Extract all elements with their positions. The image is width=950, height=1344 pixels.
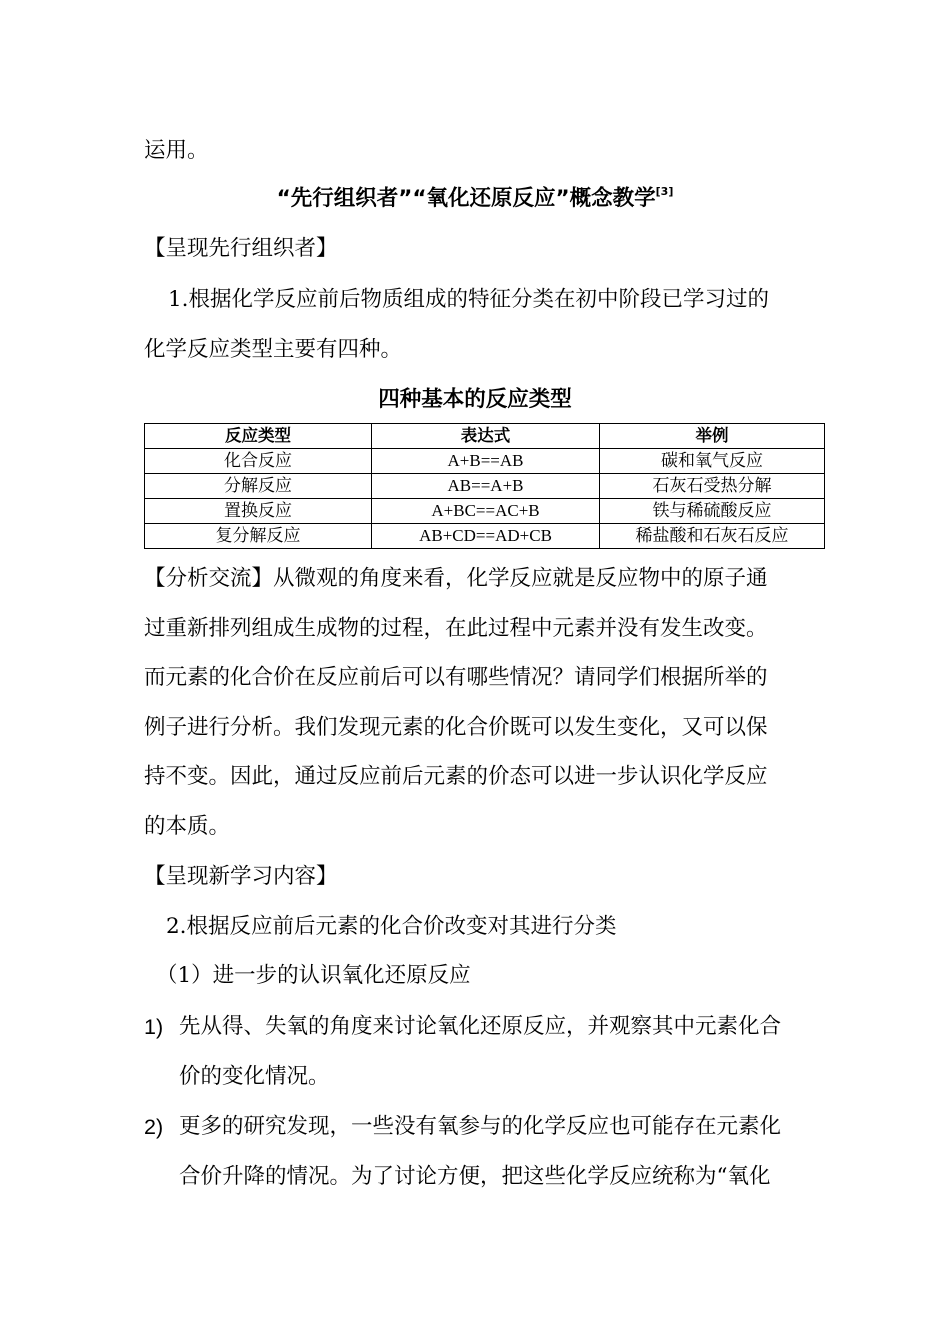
section-heading: “先行组织者”“氧化还原反应”概念教学[3]	[276, 185, 674, 211]
body-text-line: 的本质。	[144, 814, 231, 839]
list-marker: 1)	[144, 1015, 164, 1039]
body-text-line: 运用。	[144, 138, 209, 163]
table-cell: AB+CD==AD+CB	[372, 524, 600, 549]
table-cell: 置换反应	[145, 499, 372, 524]
body-text-line: （1）进一步的认识氧化还原反应	[156, 963, 471, 988]
list-marker: 2)	[144, 1115, 164, 1139]
body-text-line: 例子进行分析。我们发现元素的化合价既可以发生变化，又可以保	[144, 715, 768, 740]
table-header-cell: 反应类型	[145, 424, 372, 449]
body-text-line: 2.根据反应前后元素的化合价改变对其进行分类	[166, 914, 617, 939]
table-cell: AB==A+B	[372, 474, 600, 499]
body-text-line: 1.根据化学反应前后物质组成的特征分类在初中阶段已学习过的	[168, 287, 770, 312]
table-header-cell: 表达式	[372, 424, 600, 449]
table-cell: 化合反应	[145, 449, 372, 474]
body-text-line: 【分析交流】从微观的角度来看，化学反应就是反应物中的原子通	[144, 566, 768, 591]
body-text-line: 化学反应类型主要有四种。	[144, 337, 403, 362]
reaction-types-table	[144, 423, 825, 549]
table-cell: 石灰石受热分解	[600, 474, 825, 499]
list-item-text: 更多的研究发现，一些没有氧参与的化学反应也可能存在元素化	[179, 1114, 782, 1139]
table-cell: 分解反应	[145, 474, 372, 499]
body-text-line: 持不变。因此，通过反应前后元素的价态可以进一步认识化学反应	[144, 764, 768, 789]
table-cell: 复分解反应	[145, 524, 372, 549]
table-cell: 碳和氧气反应	[600, 449, 825, 474]
table-row	[145, 449, 825, 474]
body-text-line: 而元素的化合价在反应前后可以有哪些情况？请同学们根据所举的	[144, 665, 768, 690]
table-row	[145, 474, 825, 499]
table-header-cell: 举例	[600, 424, 825, 449]
body-text-line: 【呈现先行组织者】	[144, 236, 338, 261]
table-header-row	[145, 424, 825, 449]
table-caption: 四种基本的反应类型	[378, 387, 572, 412]
table-cell: 铁与稀硫酸反应	[600, 499, 825, 524]
citation-ref: [3]	[655, 185, 674, 198]
table-cell: A+BC==AC+B	[372, 499, 600, 524]
list-item-text: 合价升降的情况。为了讨论方便，把这些化学反应统称为“氧化	[179, 1164, 771, 1189]
table-row	[145, 499, 825, 524]
body-text-line: 【呈现新学习内容】	[144, 864, 338, 889]
table-cell: A+B==AB	[372, 449, 600, 474]
table-row	[145, 524, 825, 549]
body-text-line: 过重新排列组成生成物的过程，在此过程中元素并没有发生改变。	[144, 616, 768, 641]
list-item-text: 先从得、失氧的角度来讨论氧化还原反应，并观察其中元素化合	[179, 1014, 782, 1039]
list-item-text: 价的变化情况。	[179, 1064, 330, 1089]
table-cell: 稀盐酸和石灰石反应	[600, 524, 825, 549]
